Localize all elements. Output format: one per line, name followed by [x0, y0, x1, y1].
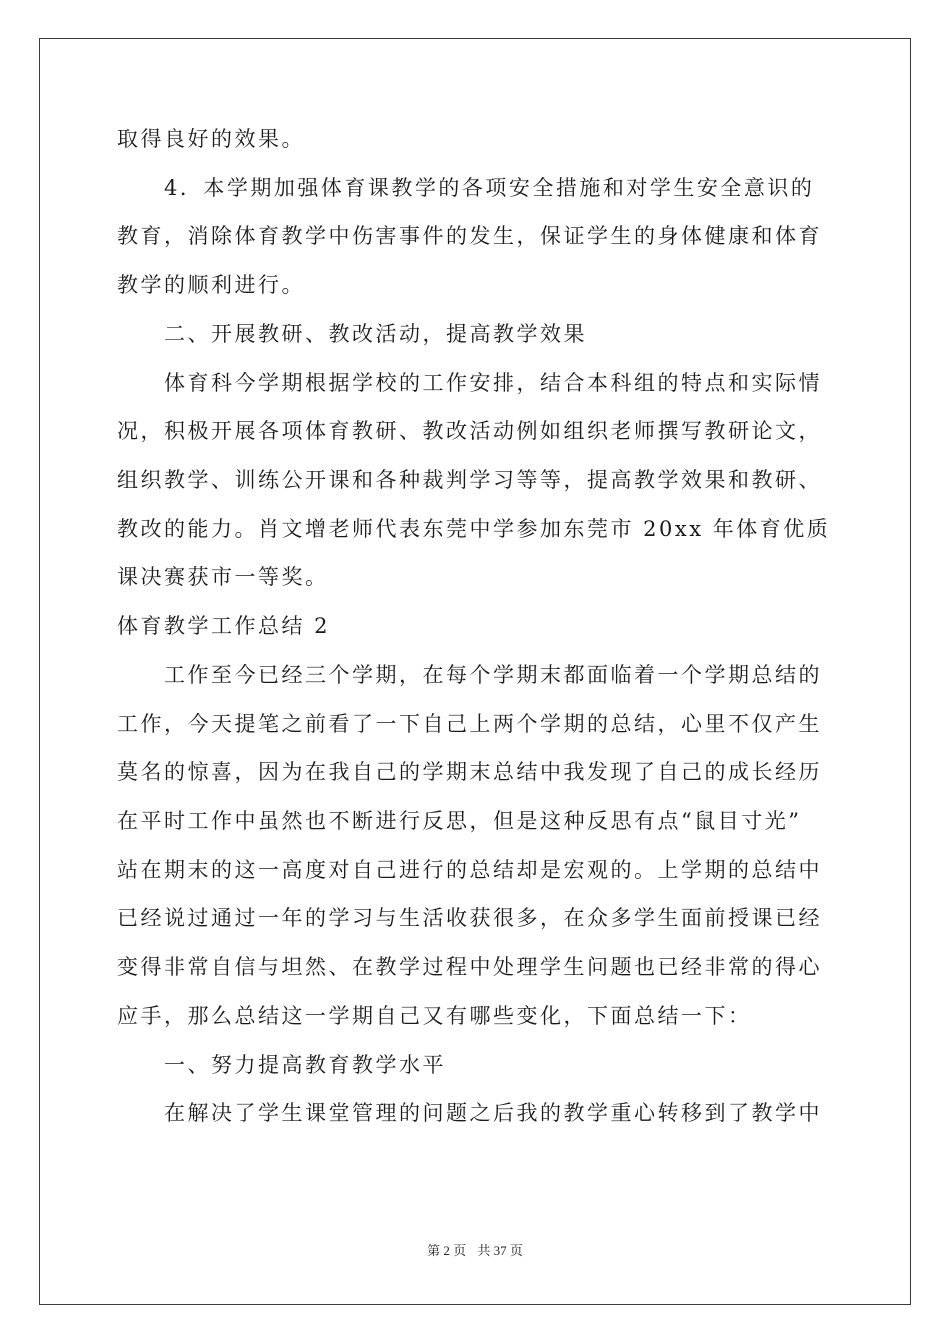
text-line: 课决赛获市一等奖。 — [117, 565, 329, 589]
page-number: 第 2 页 — [427, 1243, 467, 1258]
text-line: 站在期末的这一高度对自己进行的总结却是宏观的。上学期的总结中 — [117, 858, 822, 882]
section-heading: 一、努力提高教育教学水平 — [164, 1053, 446, 1077]
text-line: 已经说过通过一年的学习与生活收获很多，在众多学生面前授课已经 — [117, 906, 822, 930]
text-line: 变得非常自信与坦然、在教学过程中处理学生问题也已经非常的得心 — [117, 955, 822, 979]
page-total: 共 37 页 — [477, 1243, 523, 1258]
text-line: 莫名的惊喜，因为在我自己的学期末总结中我发现了自己的成长经历 — [117, 760, 822, 784]
text-line: 在平时工作中虽然也不断进行反思，但是这种反思有点“鼠目寸光” — [117, 809, 802, 833]
text-line: 教学的顺利进行。 — [117, 273, 305, 297]
page-footer — [0, 1240, 950, 1259]
text-line: 教改的能力。肖文增老师代表东莞中学参加东莞市 20xx 年体育优质 — [117, 517, 831, 541]
text-line: 取得良好的效果。 — [117, 127, 305, 151]
text-line: 教育，消除体育教学中伤害事件的发生，保证学生的身体健康和体育 — [117, 224, 822, 248]
text-line: 在解决了学生课堂管理的问题之后我的教学重心转移到了教学中 — [164, 1101, 822, 1125]
text-line: 工作至今已经三个学期，在每个学期末都面临着一个学期总结的 — [164, 663, 822, 687]
text-line: 组织教学、训练公开课和各种裁判学习等等，提高教学效果和教研、 — [117, 468, 822, 492]
article-title: 体育教学工作总结 2 — [117, 614, 331, 638]
text-line: 4．本学期加强体育课教学的各项安全措施和对学生安全意识的 — [164, 176, 815, 200]
text-line: 工作，今天提笔之前看了一下自己上两个学期的总结，心里不仅产生 — [117, 712, 822, 736]
text-line: 应手，那么总结这一学期自己又有哪些变化，下面总结一下： — [117, 1004, 752, 1028]
text-line: 况，积极开展各项体育教研、教改活动例如组织老师撰写教研论文， — [117, 419, 822, 443]
section-heading: 二、开展教研、教改活动，提高教学效果 — [164, 322, 587, 346]
text-line: 体育科今学期根据学校的工作安排，结合本科组的特点和实际情 — [164, 371, 822, 395]
